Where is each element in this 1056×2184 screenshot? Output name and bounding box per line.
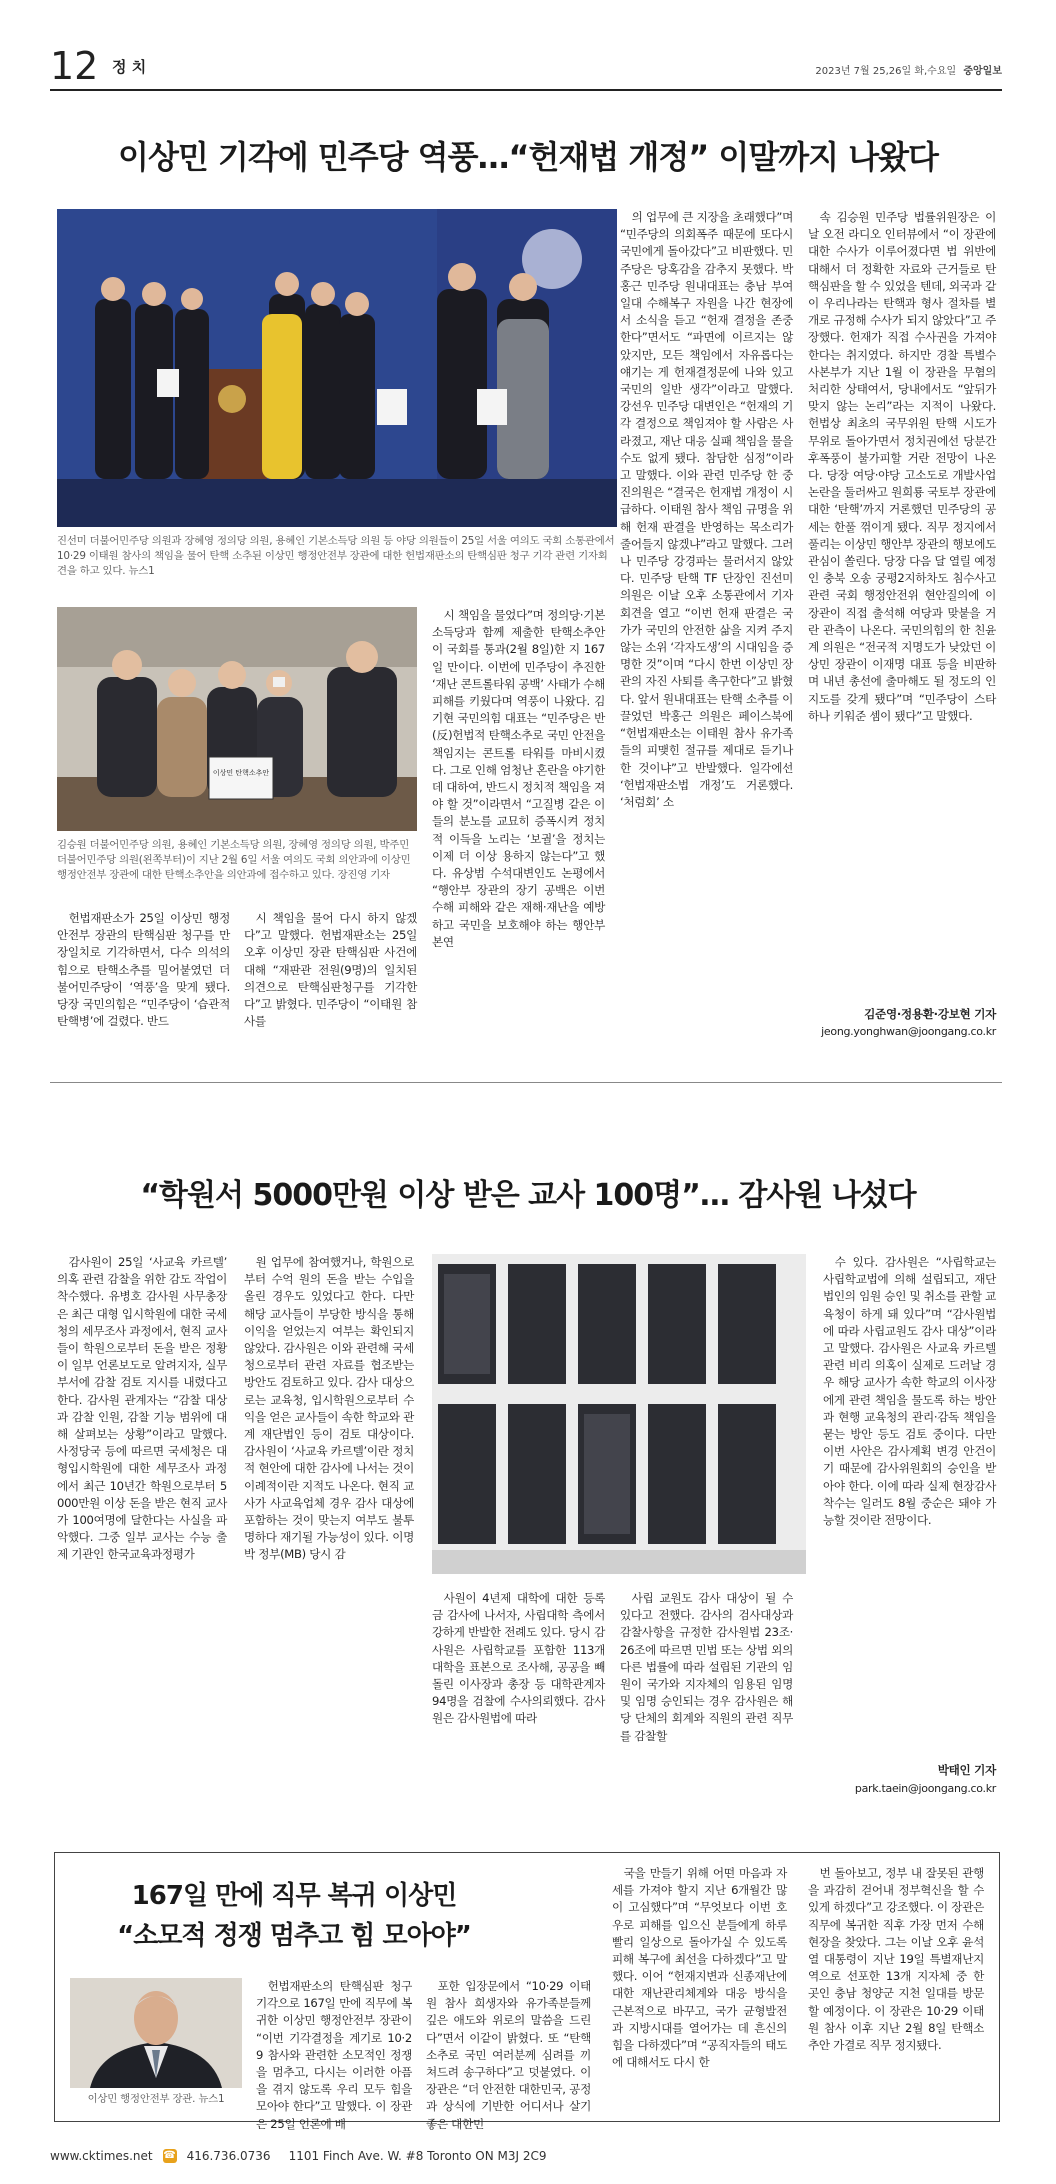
press-conference-illustration — [57, 209, 617, 527]
article3-col3-text: 국을 만들기 위해 어떤 마음과 자세를 가져야 할지 지난 6개월간 많이 고심했다”며 “무엇보다 이번 호우로 피해를 입으신 분들에게 하루빨리 일상으로 돌아가실 수 있도록 피해 복구에 최선을 다하겠다”고 말했다. 이어 “헌재지변과 신종재난에 대한 재난관리체계와 대응 방식을 근본적으로 바꾸고, 국가 균형발전과 지방시대를 열어가는 데 흔신의 힘을 다하겠다”며 “공직자들의 태도에 대해서도 다시 한 — [612, 1866, 787, 2070]
article3-col4-text: 번 돌아보고, 정부 내 잘못된 관행을 과감히 걷어내 정부혁신을 할 수 있게 하겠다”고 강조했다. 이 장관은 직무에 복귀한 직후 가장 먼저 수해 현장을 찾았다. 그는 이날 오후 윤석열 대통령이 지난 19일 특별재난지역으로 선포한 13개 지자체 중 한 곳인 충남 청양군 지천 일대를 방문할 예정이다. 이 장관은 10·29 이태원 참사 이후 지난 2월 8일 탄핵소추안 가결로 직무 정지됐다. — [808, 1866, 984, 2053]
article2-col1-text: 감사원이 25일 ‘사교육 카르텔’ 의혹 관련 감찰을 위한 감도 작업이 착수했다. 유병호 감사원 사무총장은 최근 대형 입시학원에 대한 국세청의 세무조사 과정에서, 현직 교사들이 학원으로부터 돈을 받은 정황이 일부 언론보도로 알려지자, 실무 부서에 감찰 검토 지시를 내렸다고 한다. 감사원 관계자는 “감찰 대상과 감찰 인원, 감찰 기능 범위에 대해 살펴보는 상황”이라고 말했다. 사정당국 등에 따르면 국세청은 대형입시학원에 대한 세무조사 과정에서 최근 10년간 학원으로부터 5000만원 이상 돈을 받은 현직 교사가 100여명에 달한다는 사실을 파악했다. 그중 일부 교사는 수능 출제 기관인 한국교육과정평가 — [57, 1255, 227, 1562]
page-number: 12 — [50, 44, 99, 88]
article2-col5 — [823, 1254, 996, 1754]
article2-col4 — [620, 1590, 793, 1820]
article1-byline: 김준영·정용환·강보현 기자 — [864, 1007, 996, 1021]
document-sign: 이상민 탄핵소추안 — [212, 769, 270, 777]
article1-col3 — [620, 209, 793, 1039]
article3-col4 — [808, 1865, 984, 2117]
paper-logo: 중앙일보 — [963, 66, 1002, 77]
article3-col1-text: 헌법재판소의 탄핵심판 청구 기각으로 167일 만에 직무에 복귀한 이상민 행정안전부 장관이 “이번 기각결정을 계기로 10·29 참사와 관련한 소모적인 정쟁을 멈추고, 다시는 이러한 아픔을 겪지 않도록 우리 모두 힘을 모아야 한다”고 말했다. 이 장관은 25일 언론에 배 — [256, 1979, 412, 2131]
article3-col3 — [612, 1865, 787, 2117]
article3-photo-caption: 이상민 행정안전부 장관. 뉴스1 — [87, 2093, 225, 2105]
article2-col3-text: 사원이 4년제 대학에 대한 등록금 감사에 나서자, 사립대학 측에서 강하게 반발한 전례도 있다. 당시 감사원은 사립학교를 포함한 113개 대학을 표본으로 조사해, 공공을 빼돌린 이사장과 총장 등 대학관계자 94명을 검찰에 수사의뢰했다. 감사원은 감사원법에 따라 — [432, 1591, 605, 1726]
article2-col2 — [244, 1254, 414, 1814]
article1-col1-text: 헌법재판소가 25일 이상민 행정안전부 장관의 탄핵심판 청구를 만장일치로 기각하면서, 다수 의석의 힘으로 탄핵소추를 밀어붙였던 더불어민주당이 ‘역풍’을 맞게 됐다. 당장 국민의힘은 “민주당이 ‘습관적 탄핵병’에 걸렸다. 반드 — [57, 911, 230, 1029]
article1-col2-lower — [244, 910, 417, 1030]
photo2-caption: 김승원 더불어민주당 의원, 용혜인 기본소득당 의원, 장혜영 정의당 의원, 박주민 더불어민주당 의원(왼쪽부터)이 지난 2월 6일 서울 여의도 국회 의안과에 이상민 행정안전부 장관에 대한 탄핵소추안을 의안과에 접수하고 있다. 장진영 기자 — [57, 839, 411, 881]
minister-portrait-illustration — [70, 1978, 242, 2088]
article1-col1 — [57, 910, 230, 1030]
article1-col2-text: 시 책임을 물었다”며 정의당·기본소득당과 함께 제출한 탄핵소추안이 국회를 통과(2월 8일)한 지 167일 만이다. 이번에 민주당이 추진한 ‘재난 콘트롤타워 공백’ 사태가 수해 피해를 키웠다며 역풍이 나왔다. 김기현 국민의힘 대표는 “민주당은 반(反)헌법적 탄핵소추로 국민 안전을 책임지는 콘트롤 타워를 마비시켰다. 그로 인해 엄청난 혼란을 야기한 데 대하여, 반드시 정치적 책임을 져야 할 것”이라면서 “고질병 같은 이들의 분노를 교묘히 증폭시켜 정치적 이득을 노리는 ‘보궐’을 정치는 이제 더 이상 용하지 않는다”고 했다. 유상범 수석대변인도 논평에서 “행안부 장관의 장기 공백은 이번 수해 피해와 같은 재해·재난을 예방하고 국민을 보호해야 하는 행안부 본연 — [432, 608, 605, 949]
impeachment-filing-photo — [57, 607, 417, 831]
building-photo — [432, 1254, 806, 1574]
article1-col2 — [432, 607, 605, 1037]
article3-col1 — [256, 1978, 412, 2131]
article1-divider — [50, 1082, 1002, 1083]
article1-col3-text: 의 업무에 큰 지장을 초래했다”며 “민주당의 의회폭주 때문에 또다시 국민에게 돌아갔다”고 비판했다. 민주당은 당혹감을 감추지 못했다. 박홍근 민주당 원내대표는 충남 부여 일대 수해복구 자원을 나간 현장에서 소식을 듣고 “헌재 결정을 존중한다”면서도 “파면에 이르지는 않았지만, 모든 책임에서 자유롭다는 얘기는 게 헌재결정문에 나와 있고 국민의 일반 생각”이라고 말했다. 강선우 민주당 대변인은 “헌재의 기각 결정으로 책임져야 할 사람은 사라졌고, 재난 대응 실패 책임을 물을 수도 없게 됐다. 참담한 심정”이라고 말했다. 이와 관련 민주당 한 중진의원은 “결국은 헌재법 개정이 시급하다. 이태원 참사 책임 규명을 위해 헌재 판결을 반영하는 목소리가 줄어들지 않겠냐”라고 말했다. 그러나 민주당 강경파는 물러서지 않았다. 민주당 탄핵 TF 단장인 진선미 의원은 이날 오후 소통관에서 기자회견을 열고 “이번 헌재 판결은 국가가 국민의 안전한 삶을 지켜 주지 않는 소위 ‘각자도생’의 시대임을 증명한 것”이며 “다시 한번 이상민 장관의 자진 사퇴를 촉구한다”고 밝혔다. 앞서 원내대표는 탄핵 소추를 이끌었던 박홍근 의원은 페이스북에 “헌법재판소는 이태원 참사 유가족들의 피맺힌 절규를 제대로 듣기나 한 것이냐”고 반발했다. 일각에선 ‘헌법재판소법 개정’도 거론했다. ‘처럼회’ 소 — [620, 210, 793, 809]
article3-headline-2: “소모적 정쟁 멈추고 힘 모아야” — [117, 1921, 471, 1951]
building-illustration — [432, 1254, 806, 1574]
article2-col5-text: 수 있다. 감사원은 “사립학교는 사립학교법에 의해 설립되고, 재단법인의 임원 승인 및 취소를 관할 교육청이 하게 돼 있다”며 “감사원법에 따라 사립교원도 감사 대상”이라고 말했다. 감사원은 사교육 카르텔 관련 비리 의혹이 실제로 드러날 경우 해당 교사가 속한 학교의 이사장에게 관련 책임을 물도록 하는 방안과 현행 교육청의 관리·감독 책임을 묻는 방안 등도 검토 중이다. 다만 이번 사안은 감사계획 변경 안건이기 때문에 감사위원회의 승인을 받아야 한다. 이에 따라 실제 현장감사 착수는 일러도 8월 중순은 돼야 가능할 것이란 전망이다. — [823, 1255, 996, 1528]
article2-col3 — [432, 1590, 605, 1820]
article1-email: jeong.yonghwan@joongang.co.kr — [821, 1025, 996, 1038]
article1-headline: 이상민 기각에 민주당 역풍…“헌재법 개정” 이말까지 나왔다 — [118, 138, 938, 176]
footer — [50, 2146, 1002, 2166]
article3-col2-text: 포한 입장문에서 “10·29 이태원 참사 희생자와 유가족분들께 깊은 애도와 위로의 말씀을 드린다”면서 이같이 밝혔다. 또 “탄핵소추로 국민 여러분께 심려를 끼쳐드려 송구하다”고 덧붙였다. 이 장관은 “더 안전한 대한민국, 공정과 상식에 기반한 어디서나 살기 좋은 대한민 — [426, 1979, 591, 2131]
article2-headline: “학원서 5000만원 이상 받은 교사 100명”… 감사원 나섰다 — [140, 1178, 916, 1213]
minister-portrait — [70, 1978, 242, 2088]
phone-icon: ☎ — [163, 2150, 176, 2161]
article2-col1 — [57, 1254, 227, 1814]
impeachment-filing-illustration — [57, 607, 417, 831]
footer-website: www.cktimes.net — [50, 2149, 153, 2163]
masthead-rule — [50, 89, 1002, 91]
press-conference-photo — [57, 209, 617, 527]
article3-col2 — [426, 1978, 591, 2131]
article1-col4 — [808, 209, 996, 1009]
photo1-caption: 진선미 더불어민주당 의원과 장혜영 정의당 의원, 용혜인 기본소득당 의원 등 야당 의원들이 25일 서울 여의도 국회 소통관에서 10·29 이태원 참사의 책임을 물어 탄핵 소추된 이상민 행정안전부 장관에 대한 헌법재판소의 탄핵심판 청구 기각 관련 기자회견을 하고 있다. 뉴스1 — [57, 535, 615, 577]
article3-headline-1: 167일 만에 직무 복귀 이상민 — [131, 1881, 457, 1911]
section-title: 정 치 — [112, 58, 147, 76]
footer-address: 1101 Finch Ave. W. #8 Toronto ON M3J 2C9 — [288, 2149, 547, 2163]
article1-col2-lower-text: 시 책임을 물어 다시 하지 않겠다”고 말했다. 헌법재판소는 25일 오후 이상민 장관 탄핵심판 사건에 대해 “재판관 전원(9명)의 일치된 의견으로 탄핵심판청구를 기각한다”고 밝혔다. 민주당이 “이태원 참사를 — [244, 911, 417, 1029]
article2-col2-text: 원 업무에 참여했거나, 학원으로부터 수억 원의 돈을 받는 수입을 올린 경우도 있었다고 한다. 다만 해당 교사들이 부당한 방식을 통해 이익을 얻었는지 여부는 확인되지 않았다. 감사원은 이와 관련해 국세청으로부터 관련 자료를 협조받는 방안도 검토하고 있다. 감사 대상으로는 교육청, 입시학원으로부터 수익을 얻은 교사들이 속한 학교와 관계 재단법인 등이 검토 대상이다. 감사원이 ‘사교육 카르텔’이란 정치적 현안에 대한 감사에 나서는 것이 이례적이란 지적도 나온다. 현직 교사가 사교육업체 경우 감사 대상에 포함하는 것이 맞는지 여부도 불투명하다 재기될 가능성이 있다. 이명박 정부(MB) 당시 감 — [244, 1255, 414, 1562]
article2-col4-text: 사립 교원도 감사 대상이 될 수 있다고 전했다. 감사의 검사대상과 감찰사항을 규정한 감사원법 23조·26조에 따르면 민법 또는 상법 외의 다른 법률에 따라 설립된 기관의 임원이 국가와 지자체의 임용된 임명 및 임명 승인되는 경우 감사원은 해당 단체의 회계와 직원의 관련 직무를 감찰할 — [620, 1591, 793, 1743]
masthead-date — [815, 62, 1002, 77]
issue-date: 2023년 7월 25,26일 화,수요일 — [815, 66, 957, 77]
footer-phone: 416.736.0736 — [186, 2149, 271, 2163]
article2-byline: 박태인 기자 — [937, 1763, 996, 1777]
article2-email: park.taein@joongang.co.kr — [854, 1782, 996, 1795]
article1-col4-text: 속 김승원 민주당 법률위원장은 이날 오전 라디오 인터뷰에서 “이 장관에 대한 수사가 이루어졌다면 법 위반에 대해서 더 정확한 자료와 근거들로 탄핵심판을 할 수 있었을 텐데, 외국과 같이 우리나라는 탄핵과 형사 절차를 별개로 규정해 수사가 되지 않았다”고 주장했다. 헌재가 직접 수사권을 가져야 한다는 취지였다. 하지만 경찰 특별수사본부가 지난 1월 이 장관을 무혐의 처리한 상태여서, 당내에서도 “앞뒤가 맞지 않는 논리”라는 지적이 나왔다. 헌법상 최초의 국무위원 탄핵 시도가 무위로 돌아가면서 정치권에선 당분간 후폭풍이 불가피할 거란 전망이 나온다. 당장 여당·야당 고소도로 개발사업 논란을 둘러싸고 원희룡 국토부 장관에 대한 ‘탄핵’까지 거론했던 민주당의 공세는 한풀 꺾이게 됐다. 직무 정지에서 풀리는 이상민 행안부 장관의 행보에도 관심이 쏠린다. 당장 다음 달 열릴 예정인 충북 오송 궁평2지하차도 침수사고 관련 국회 행정안전위 현안질의에 이 장관이 직접 출석해 여당과 맞붙을 거란 관측이 나온다. 국민의힘의 한 친윤계 의원은 “전국적 지명도가 낮았던 이상민 장관이 이재명 대표 등을 비판하며 내년 총선에 출마해도 될 정도의 인지도를 갖게 됐다”며 “민주당이 스타하나 키워준 셈이 됐다”고 말했다. — [808, 210, 996, 723]
